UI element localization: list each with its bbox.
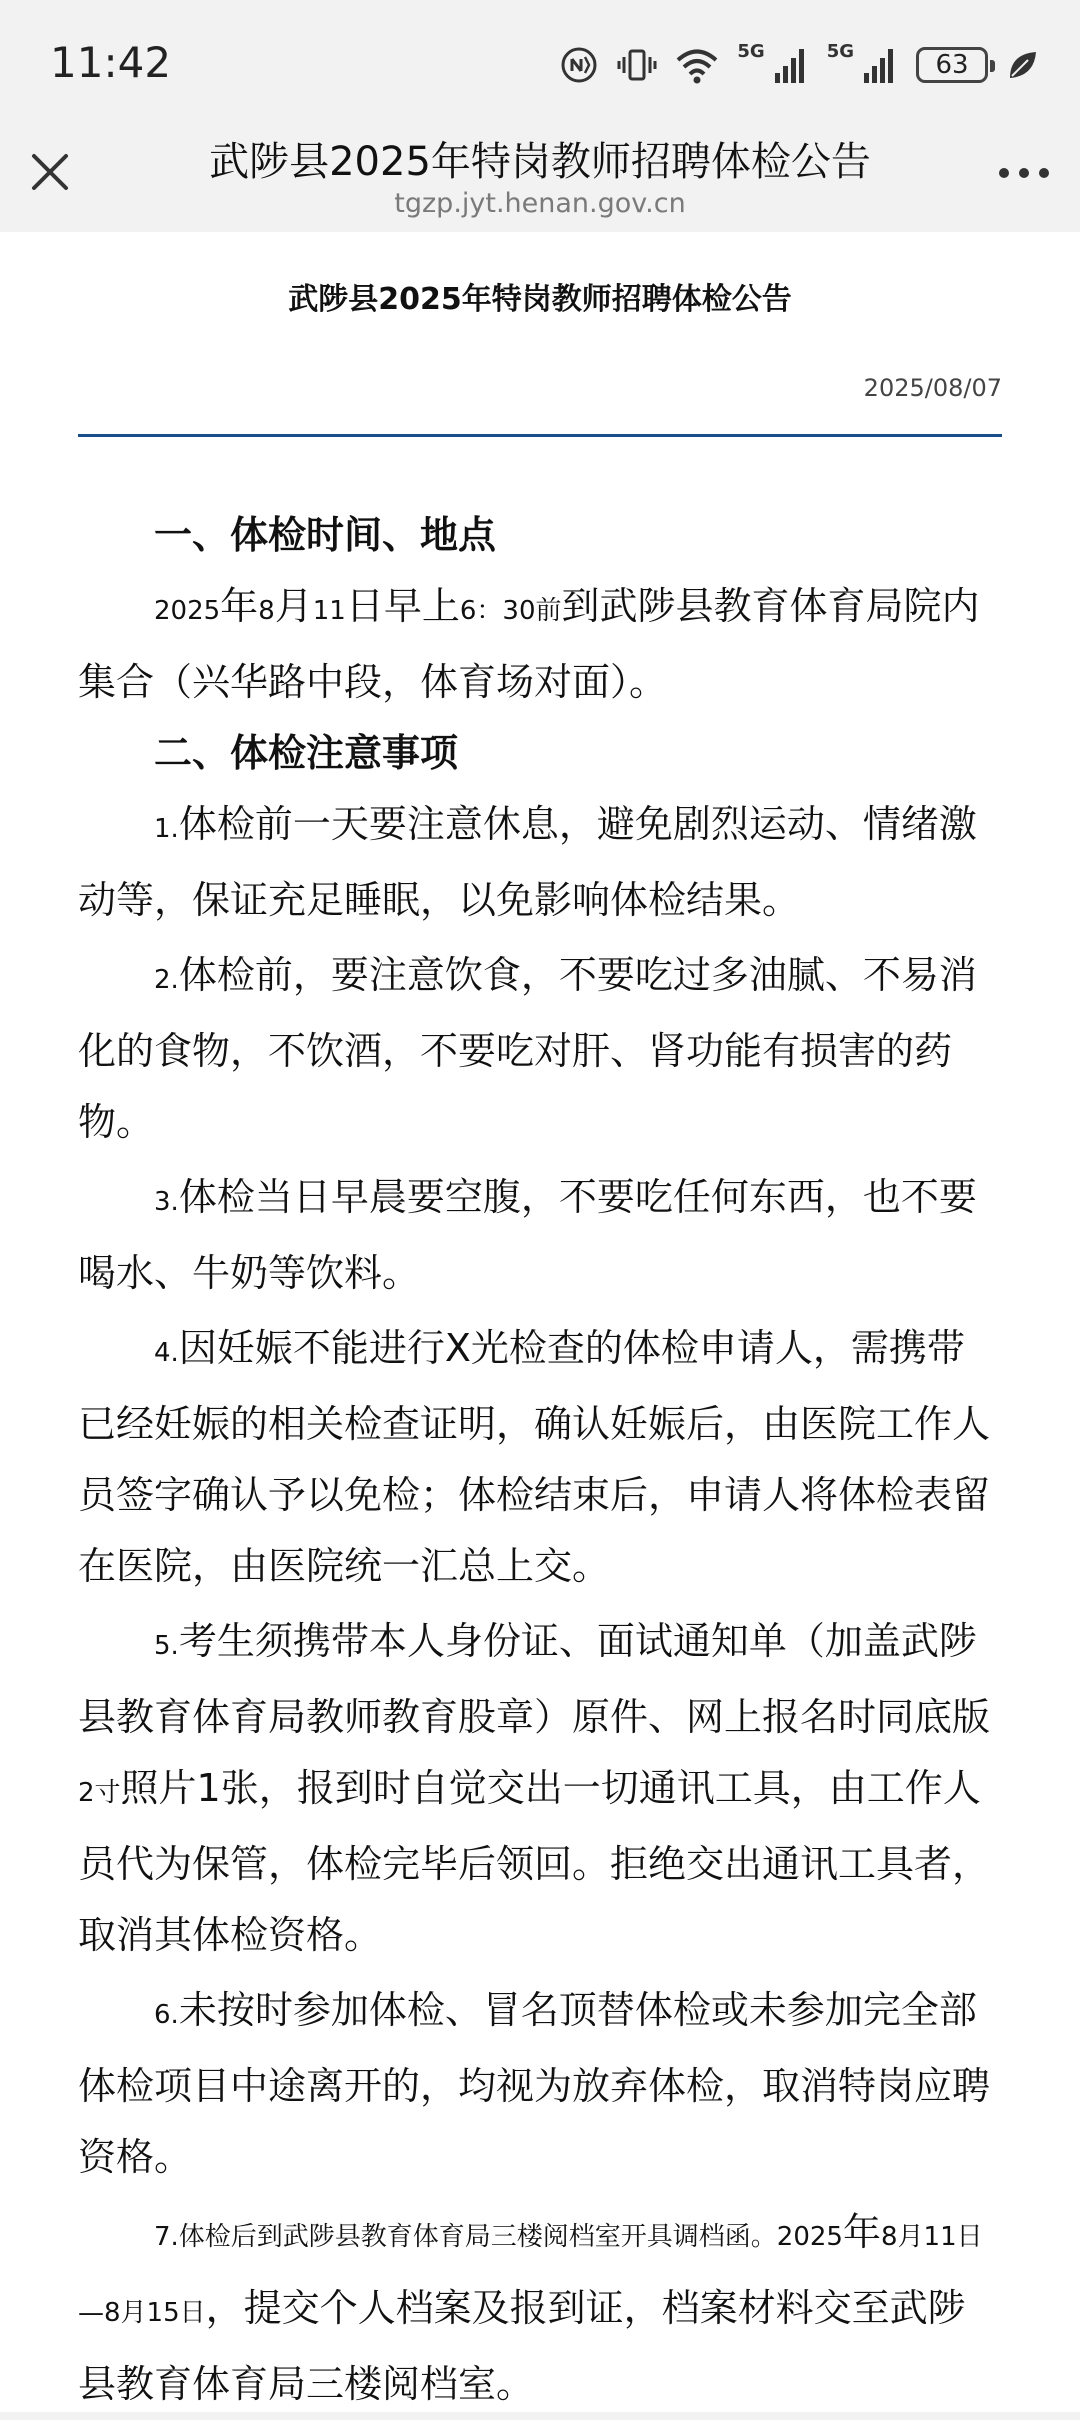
network-type-1: 5G (737, 40, 765, 62)
status-icons (559, 40, 1040, 90)
article-title: 武陟县2025年特岗教师招聘体检公告 (288, 282, 792, 317)
notice-item-5: 5.考生须携带本人身份证、面试通知单（加盖武陟县教育体育局教师教育股章）原件、网上报名时同底版2寸照片1张，报到时自觉交出一切通讯工具，由工作人员代为保管，体检完毕后领回。拒绝交出通讯工具者，取消其体检资格。 (78, 1619, 991, 1957)
paragraph-time-location: 2025年8月11日早上6：30前到武陟县教育体育局院内集合（兴华路中段，体育场对面）。 (78, 584, 980, 704)
section2-heading: 二、体检注意事项 (154, 731, 459, 775)
section1-heading: 一、体检时间、地点 (154, 513, 497, 557)
nfc-icon (559, 45, 599, 85)
notice-item-2: 2.体检前，要注意饮食，不要吃过多油腻、不易消化的食物，不饮酒，不要吃对肝、肾功能有损害的药物。 (78, 953, 977, 1144)
notice-item-3: 3.体检当日早晨要空腹，不要吃任何东西，也不要喝水、牛奶等饮料。 (78, 1175, 977, 1295)
notice-item-1: 1.体检前一天要注意休息，避免剧烈运动、情绪激动等，保证充足睡眠，以免影响体检结果。 (78, 802, 977, 922)
title-divider (78, 434, 1002, 437)
leaf-icon (1006, 48, 1040, 82)
signal-icon-1 (773, 45, 809, 85)
notice-item-7: 7.体检后到武陟县教育体育局三楼阅档室开具调档函。2025年8月11日—8月15日，提交个人档案及报到证，档案材料交至武陟县教育体育局三楼阅档室。 (78, 2210, 983, 2406)
page-title: 武陟县2025年特岗教师招聘体检公告 (209, 139, 871, 185)
more-icon (994, 158, 1054, 188)
browser-header (0, 110, 1080, 232)
status-time: 11:42 (50, 38, 172, 87)
more-button[interactable] (994, 158, 1054, 188)
signal-icon-2 (862, 45, 898, 85)
notice-item-4: 4.因妊娠不能进行X光检查的体检申请人，需携带已经妊娠的相关检查证明，确认妊娠后，由医院工作人员签字确认予以免检；体检结束后，申请人将体检表留在医院，由医院统一汇总上交。 (78, 1326, 991, 1588)
network-type-2: 5G (826, 40, 854, 62)
article-body (78, 500, 1002, 2420)
vibrate-icon (617, 45, 657, 85)
article (0, 232, 1080, 2412)
notice-item-6: 6.未按时参加体检、冒名顶替体检或未参加完全部体检项目中途离开的，均视为放弃体检，取消特岗应聘资格。 (78, 1988, 991, 2179)
article-date: 2025/08/07 (863, 374, 1002, 402)
page-url: tgzp.jyt.henan.gov.cn (394, 188, 686, 219)
battery-icon: 63 (916, 47, 988, 83)
wifi-icon (675, 45, 719, 85)
